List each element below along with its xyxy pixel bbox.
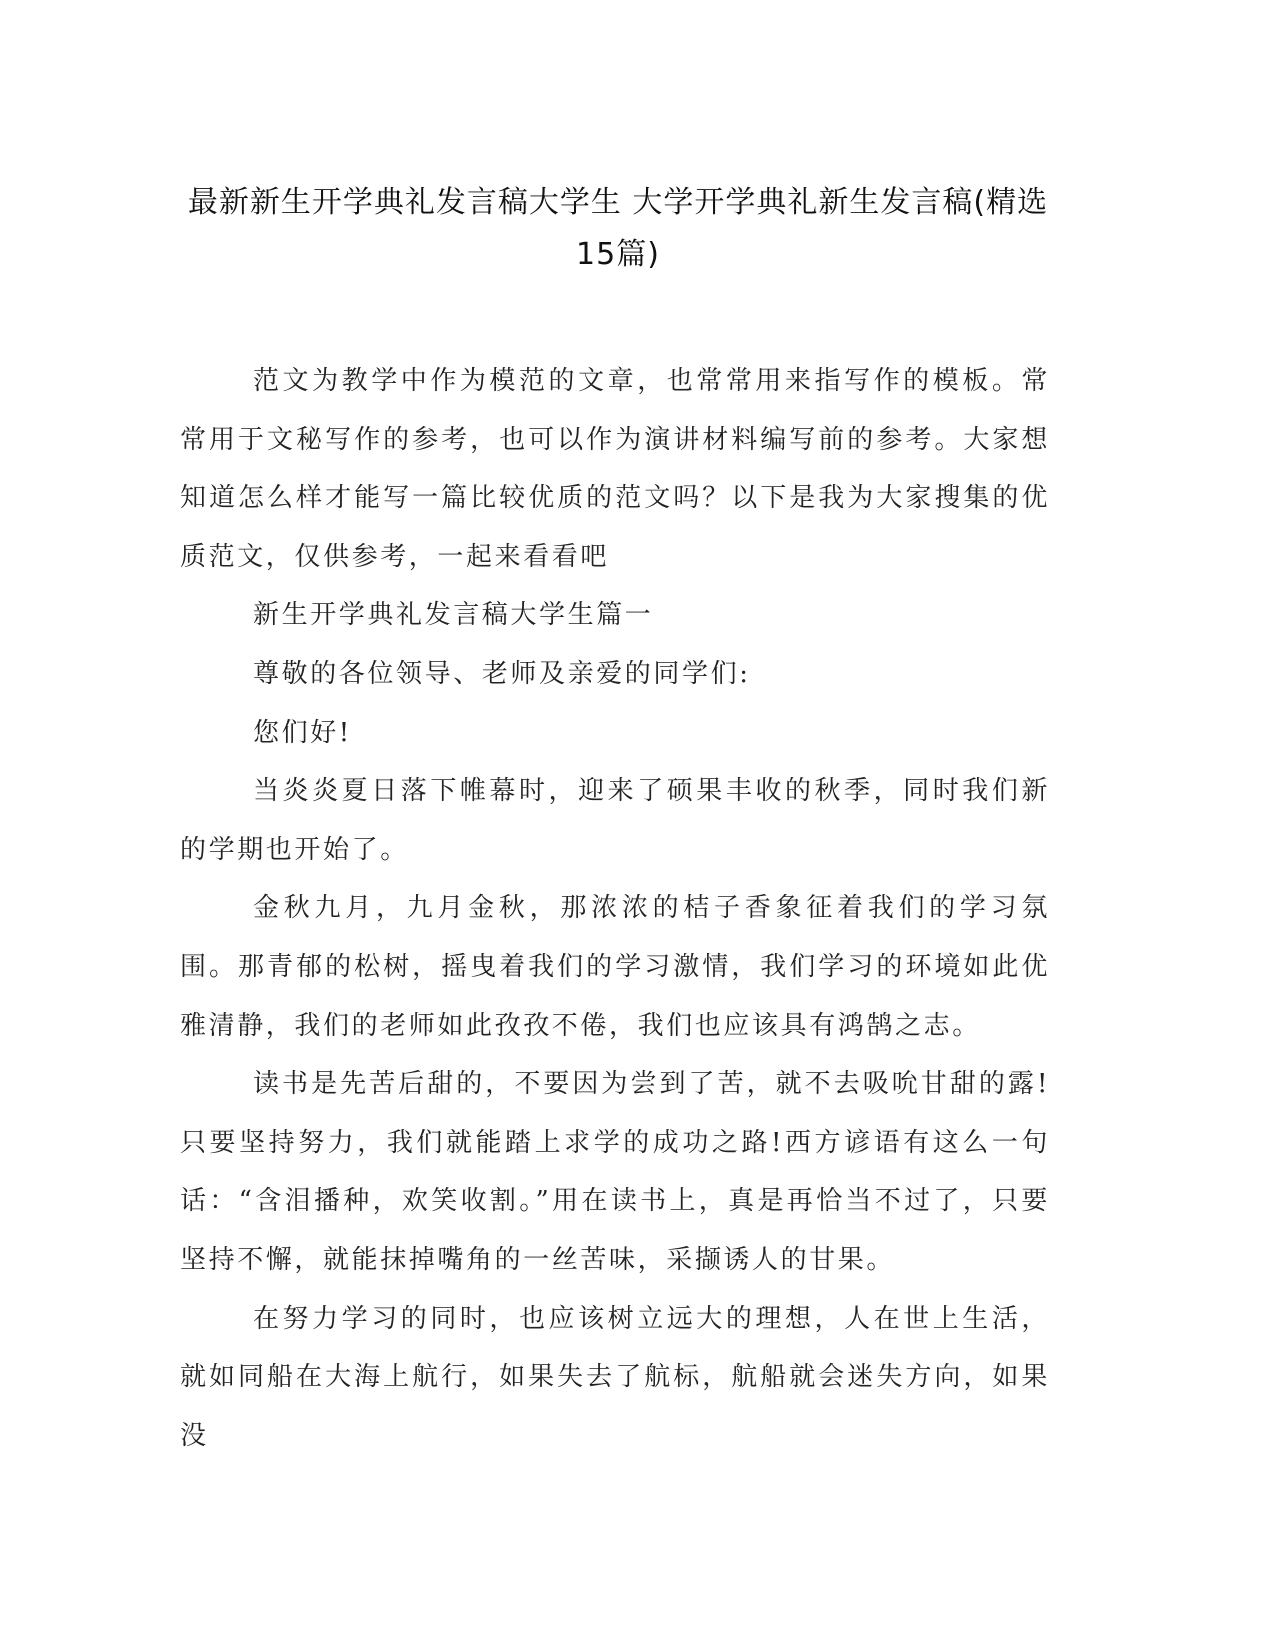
salutation: 尊敬的各位领导、老师及亲爱的同学们: — [253, 658, 751, 689]
intro-paragraph: 范文为教学中作为模范的文章，也常常用来指写作的模板。常常用于文秘写作的参考，也可以作为演讲材料编写前的参考。大家想知道怎么样才能写一篇比较优质的范文吗？以下是我为大家搜集的优质范文，仅供参考，一起来看看吧 — [180, 366, 1050, 572]
body-paragraph: 当炎炎夏日落下帷幕时，迎来了硕果丰收的秋季，同时我们新的学期也开始了。 — [180, 776, 1050, 865]
greeting: 您们好! — [253, 717, 352, 748]
body-paragraph: 读书是先苦后甜的，不要因为尝到了苦，就不去吸吮甘甜的露!只要坚持努力，我们就能踏上求学的成功之路!西方谚语有这么一句话：“含泪播种，欢笑收割。”用在读书上，真是再恰当不过了，只要坚持不懈，就能抹掉嘴角的一丝苦味，采撷诱人的甘果。 — [180, 1069, 1050, 1275]
document-title: 最新新生开学典礼发言稿大学生 大学开学典礼新生发言稿(精选15篇) — [187, 185, 1049, 272]
body-paragraph: 金秋九月，九月金秋，那浓浓的桔子香象征着我们的学习氛围。那青郁的松树，摇曳着我们的学习激情，我们学习的环境如此优雅清静，我们的老师如此孜孜不倦，我们也应该具有鸿鹄之志。 — [180, 893, 1050, 1041]
document-body — [180, 352, 1050, 1465]
body-paragraph: 在努力学习的同时，也应该树立远大的理想，人在世上生活，就如同船在大海上航行，如果失去了航标，航船就会迷失方向，如果没 — [180, 1303, 1050, 1451]
section-heading: 新生开学典礼发言稿大学生篇一 — [253, 600, 654, 631]
